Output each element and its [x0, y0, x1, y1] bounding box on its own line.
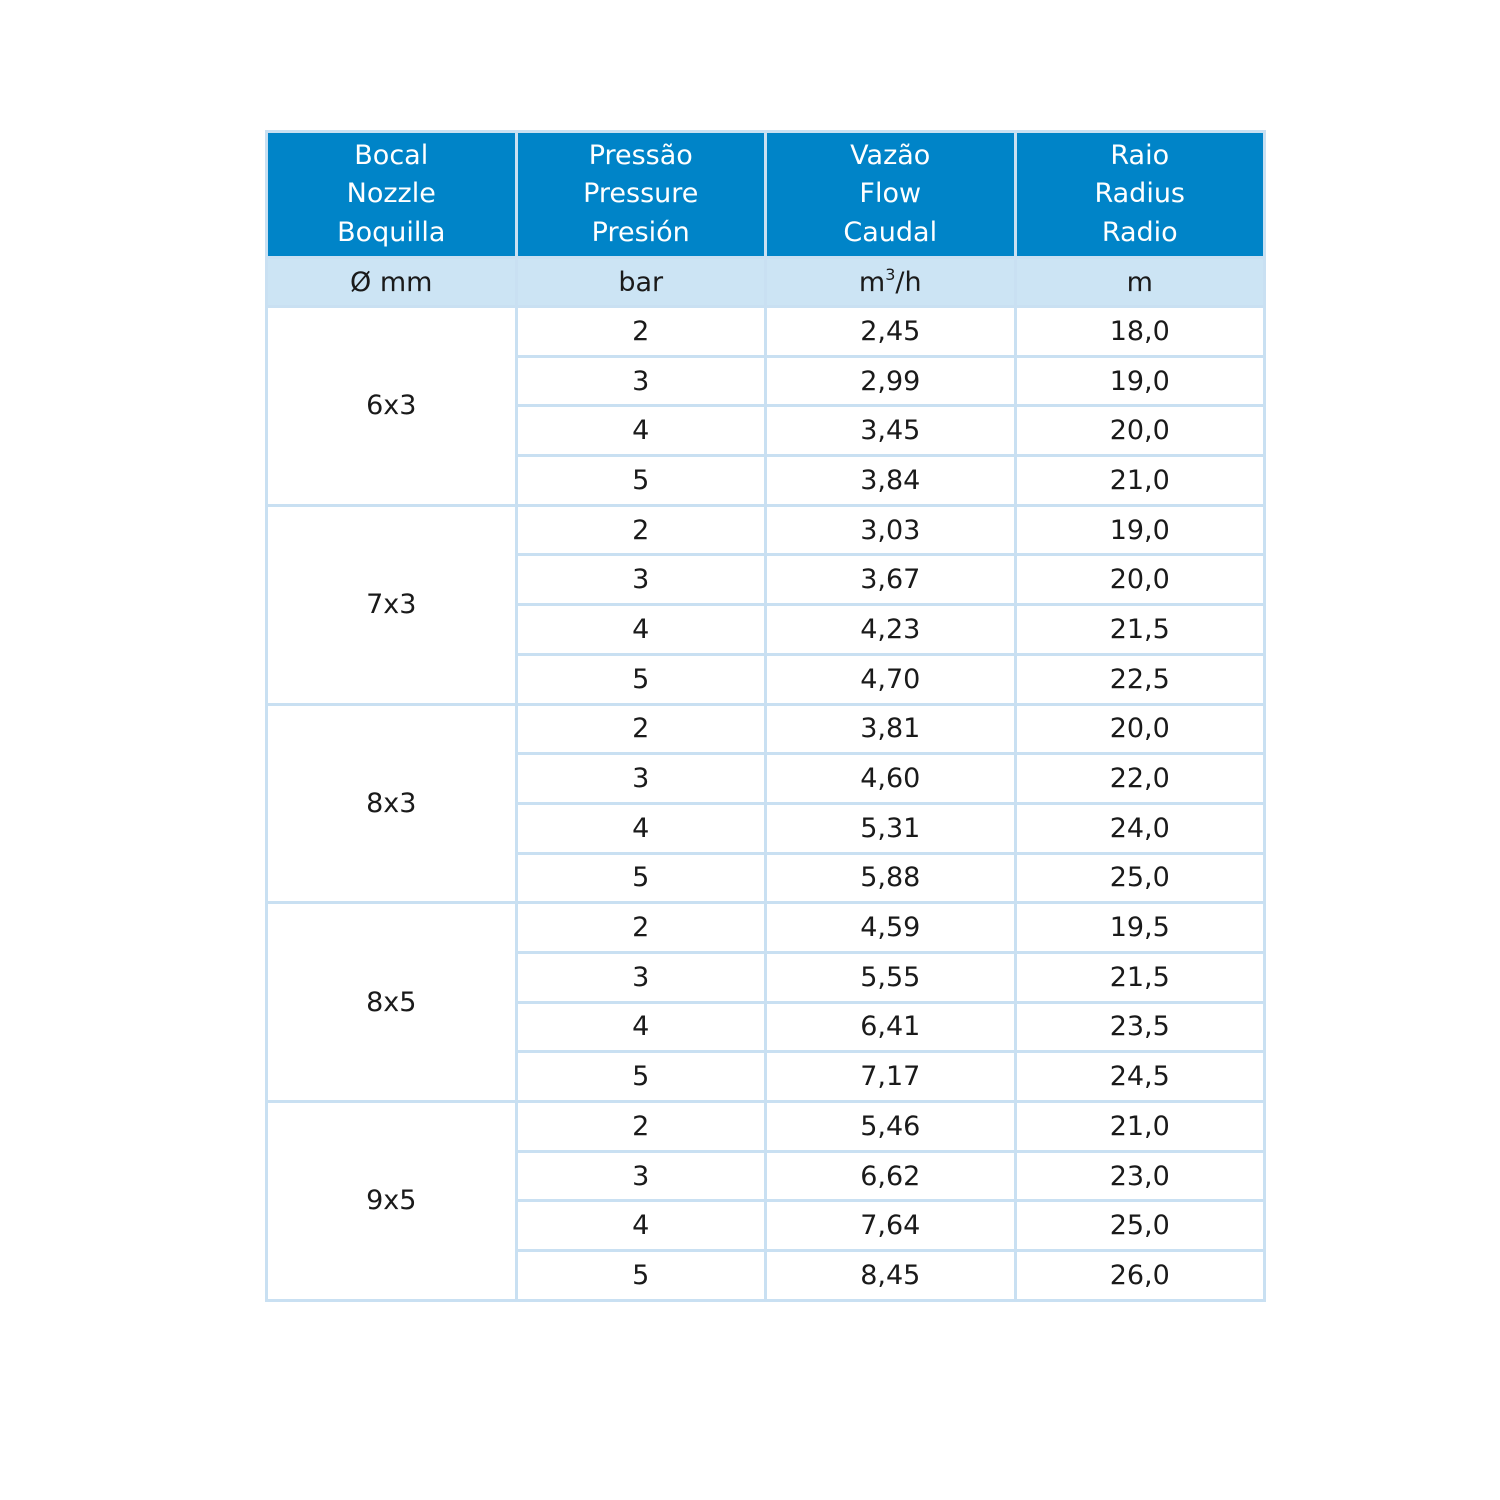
pressure-cell: 3: [516, 555, 766, 605]
table-row: [267, 1102, 1265, 1152]
header-radius-pt: Raio: [1110, 139, 1170, 171]
radius-cell: 19,5: [1015, 903, 1265, 953]
pressure-cell: 3: [516, 356, 766, 406]
flow-cell: 6,41: [766, 1002, 1016, 1052]
pressure-cell: 5: [516, 1052, 766, 1102]
pressure-cell: 2: [516, 903, 766, 953]
pressure-cell: 3: [516, 1151, 766, 1201]
pressure-cell: 5: [516, 654, 766, 704]
flow-cell: 8,45: [766, 1251, 1016, 1301]
flow-cell: 3,67: [766, 555, 1016, 605]
header-radius: [1015, 132, 1265, 258]
nozzle-cell: 9x5: [267, 1102, 517, 1301]
header-pressure-pt: Pressão: [588, 139, 693, 171]
flow-cell: 5,55: [766, 952, 1016, 1002]
radius-cell: 20,0: [1015, 555, 1265, 605]
pressure-cell: 4: [516, 803, 766, 853]
flow-cell: 5,88: [766, 853, 1016, 903]
unit-row: [267, 258, 1265, 307]
flow-cell: 4,23: [766, 605, 1016, 655]
radius-cell: 21,5: [1015, 952, 1265, 1002]
header-pressure-es: Presión: [591, 216, 690, 248]
radius-cell: 21,0: [1015, 456, 1265, 506]
header-nozzle-es: Boquilla: [337, 216, 446, 248]
nozzle-cell: 8x3: [267, 704, 517, 903]
unit-nozzle: Ø mm: [267, 258, 517, 307]
flow-cell: 3,03: [766, 505, 1016, 555]
header-nozzle-pt: Bocal: [354, 139, 429, 171]
radius-cell: 25,0: [1015, 1201, 1265, 1251]
radius-cell: 22,5: [1015, 654, 1265, 704]
radius-cell: 21,0: [1015, 1102, 1265, 1152]
header-row: [267, 132, 1265, 258]
pressure-cell: 4: [516, 605, 766, 655]
table-row: [267, 903, 1265, 953]
unit-flow-tail: /h: [895, 266, 922, 298]
pressure-cell: 5: [516, 456, 766, 506]
radius-cell: 23,0: [1015, 1151, 1265, 1201]
nozzle-cell: 8x5: [267, 903, 517, 1102]
radius-cell: 22,0: [1015, 754, 1265, 804]
flow-cell: 4,59: [766, 903, 1016, 953]
header-flow-pt: Vazão: [850, 139, 931, 171]
unit-flow-sup: 3: [885, 264, 896, 284]
unit-flow-base: m: [858, 266, 886, 298]
flow-cell: 3,81: [766, 704, 1016, 754]
table-row: [267, 704, 1265, 754]
radius-cell: 24,5: [1015, 1052, 1265, 1102]
flow-cell: 3,84: [766, 456, 1016, 506]
header-radius-es: Radio: [1101, 216, 1178, 248]
header-pressure: [516, 132, 766, 258]
radius-cell: 24,0: [1015, 803, 1265, 853]
radius-cell: 23,5: [1015, 1002, 1265, 1052]
radius-cell: 18,0: [1015, 307, 1265, 357]
header-flow-en: Flow: [859, 178, 922, 210]
radius-cell: 19,0: [1015, 505, 1265, 555]
radius-cell: 20,0: [1015, 704, 1265, 754]
header-radius-en: Radius: [1094, 178, 1186, 210]
radius-cell: 20,0: [1015, 406, 1265, 456]
header-nozzle-en: Nozzle: [346, 178, 436, 210]
header-flow-es: Caudal: [843, 216, 938, 248]
pressure-cell: 2: [516, 505, 766, 555]
table-body: [267, 307, 1265, 1301]
pressure-cell: 4: [516, 406, 766, 456]
flow-cell: 5,31: [766, 803, 1016, 853]
pressure-cell: 3: [516, 952, 766, 1002]
flow-cell: 3,45: [766, 406, 1016, 456]
flow-cell: 7,17: [766, 1052, 1016, 1102]
flow-cell: 4,60: [766, 754, 1016, 804]
pressure-cell: 3: [516, 754, 766, 804]
pressure-cell: 2: [516, 1102, 766, 1152]
radius-cell: 26,0: [1015, 1251, 1265, 1301]
table-row: [267, 307, 1265, 357]
pressure-cell: 2: [516, 307, 766, 357]
flow-cell: 7,64: [766, 1201, 1016, 1251]
radius-cell: 25,0: [1015, 853, 1265, 903]
radius-cell: 19,0: [1015, 356, 1265, 406]
pressure-cell: 2: [516, 704, 766, 754]
pressure-cell: 5: [516, 1251, 766, 1301]
header-flow: [766, 132, 1016, 258]
header-nozzle: [267, 132, 517, 258]
pressure-cell: 4: [516, 1201, 766, 1251]
pressure-cell: 5: [516, 853, 766, 903]
unit-flow: [766, 258, 1016, 307]
flow-cell: 2,45: [766, 307, 1016, 357]
unit-pressure: bar: [516, 258, 766, 307]
header-pressure-en: Pressure: [583, 178, 699, 210]
flow-cell: 6,62: [766, 1151, 1016, 1201]
spec-table: [265, 130, 1266, 1302]
nozzle-cell: 7x3: [267, 505, 517, 704]
flow-cell: 2,99: [766, 356, 1016, 406]
radius-cell: 21,5: [1015, 605, 1265, 655]
flow-cell: 5,46: [766, 1102, 1016, 1152]
flow-cell: 4,70: [766, 654, 1016, 704]
unit-radius: m: [1015, 258, 1265, 307]
nozzle-cell: 6x3: [267, 307, 517, 506]
table-row: [267, 505, 1265, 555]
pressure-cell: 4: [516, 1002, 766, 1052]
